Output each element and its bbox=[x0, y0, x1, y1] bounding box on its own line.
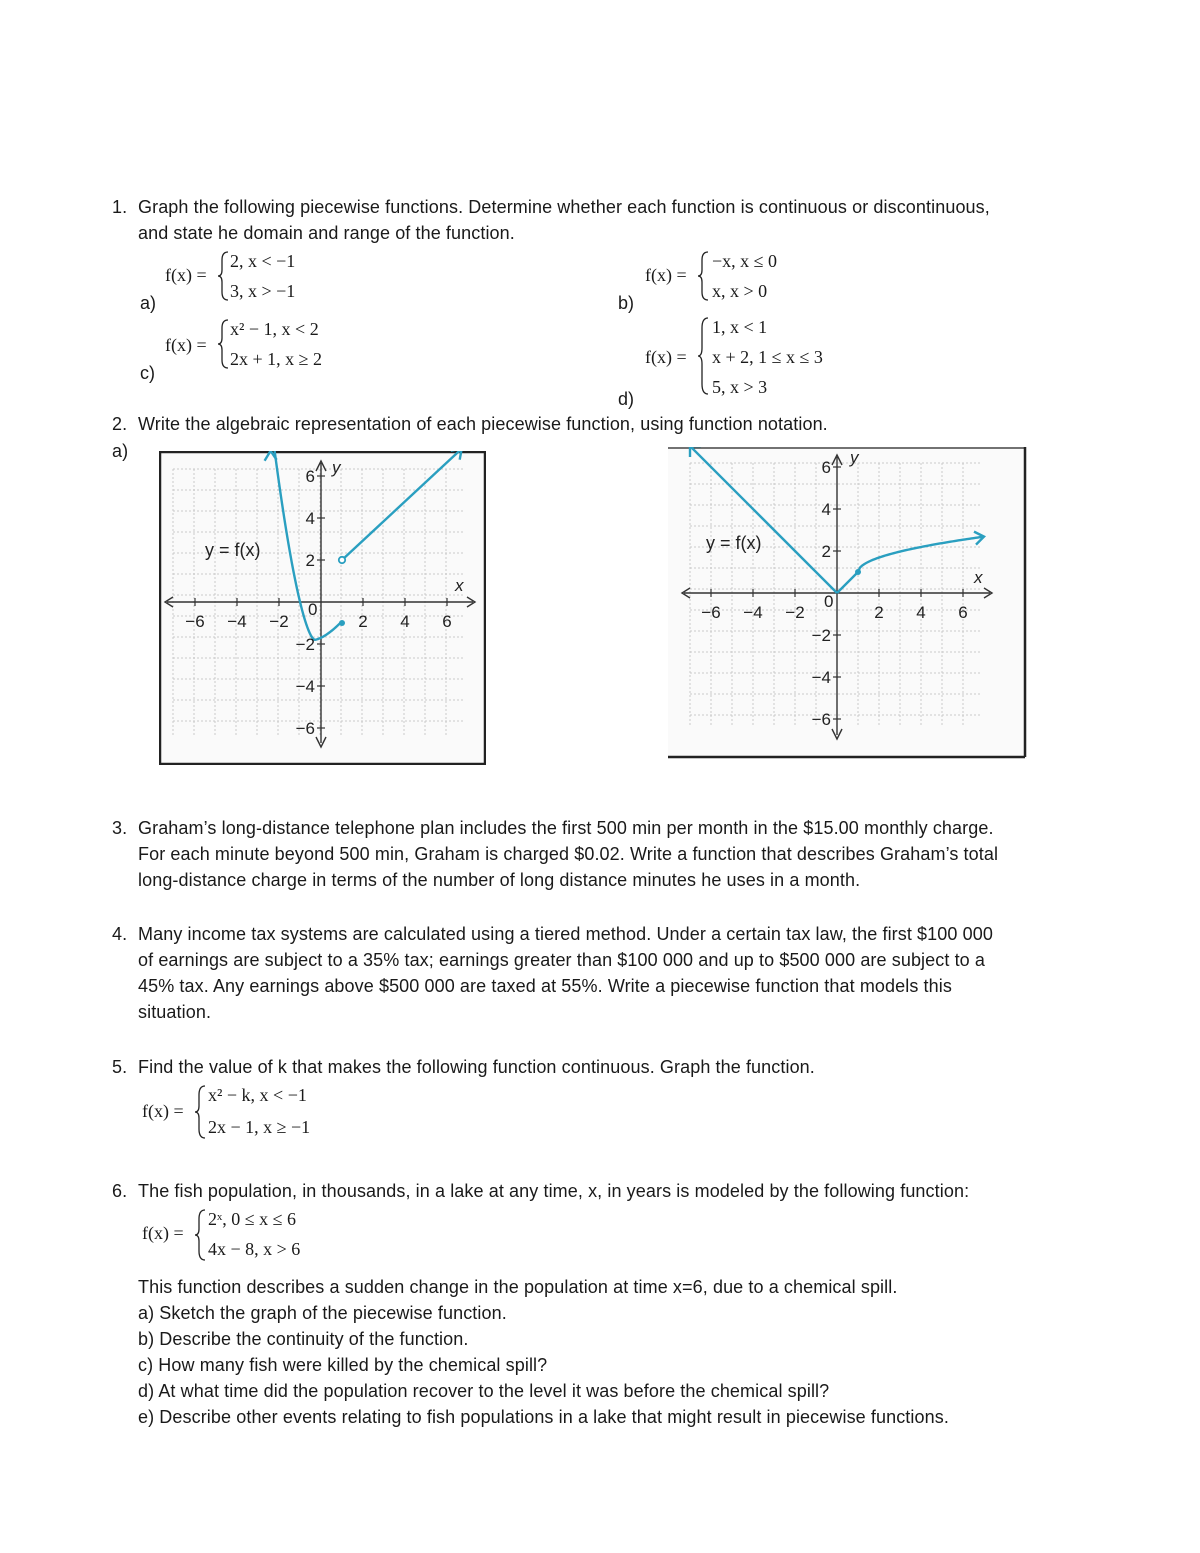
q1c-brace-icon bbox=[218, 318, 230, 370]
graph-a-open-dot bbox=[339, 557, 345, 563]
q1c-case1: x² − 1, x < 2 bbox=[230, 319, 319, 339]
q1d-brace-icon bbox=[698, 316, 710, 396]
y-tick-label: 6 bbox=[821, 458, 831, 477]
graph-a-svg bbox=[159, 451, 486, 765]
y-tick-label: −2 bbox=[811, 626, 831, 645]
graph-b-x-axis-label: x bbox=[974, 568, 983, 587]
q6-lhs: f(x) = bbox=[142, 1223, 184, 1243]
y-tick-label: −4 bbox=[295, 677, 315, 696]
q1b-case2: x, x > 0 bbox=[712, 281, 768, 301]
q2-text: 2. Write the algebraic representation of each piecewise function, using function notation. bbox=[112, 414, 828, 434]
x-tick-label: 2 bbox=[874, 603, 884, 622]
q3-line2: For each minute beyond 500 min, Graham is charged $0.02. Write a function that describes Graham’s total bbox=[138, 844, 999, 864]
q1c-lhs: f(x) = bbox=[165, 335, 207, 355]
q1b-lhs: f(x) = bbox=[645, 265, 687, 285]
q1b-label: b) bbox=[618, 293, 635, 313]
y-tick-label: −6 bbox=[295, 719, 315, 738]
y-tick-label: 2 bbox=[821, 542, 831, 561]
graph-b bbox=[668, 447, 1027, 759]
y-tick-label: −4 bbox=[811, 668, 831, 687]
q1-line1: 1. Graph the following piecewise functions. Determine whether each function is continuous or discontinuous, bbox=[112, 197, 990, 217]
x-tick-label: 6 bbox=[958, 603, 968, 622]
q1a-label: a) bbox=[140, 293, 157, 313]
q4-line2: of earnings are subject to a 35% tax; earnings greater than $100 000 and up to $500 000 are subject to a bbox=[138, 950, 985, 970]
q4-line4: situation. bbox=[138, 1002, 212, 1022]
q1d-case3: 5, x > 3 bbox=[712, 377, 768, 397]
q5-case1: x² − k, x < −1 bbox=[208, 1085, 307, 1105]
q5-brace-icon bbox=[195, 1084, 207, 1140]
graph-a-x-axis-label: x bbox=[455, 576, 464, 595]
graph-b-origin-label: 0 bbox=[824, 592, 834, 611]
x-tick-label: −6 bbox=[185, 612, 205, 631]
graph-b-y-axis-label: y bbox=[850, 448, 859, 467]
x-tick-label: 4 bbox=[916, 603, 926, 622]
q4-line3: 45% tax. Any earnings above $500 000 are taxed at 55%. Write a piecewise function that models this bbox=[138, 976, 952, 996]
q3-line3: long-distance charge in terms of the number of long distance minutes he uses in a month. bbox=[138, 870, 861, 890]
q1d-lhs: f(x) = bbox=[645, 347, 687, 367]
q1d-label: d) bbox=[618, 389, 635, 409]
q3-line1: 3. Graham’s long-distance telephone plan includes the first 500 min per month in the $15.00 monthly charge. bbox=[112, 818, 994, 838]
q1a-case2: 3, x > −1 bbox=[230, 281, 296, 301]
q6-intro: This function describes a sudden change in the population at time x=6, due to a chemical spill. bbox=[138, 1277, 898, 1297]
y-tick-label: 4 bbox=[305, 509, 315, 528]
q6-part-a: a) Sketch the graph of the piecewise function. bbox=[138, 1303, 507, 1323]
q1c-label: c) bbox=[140, 363, 155, 383]
q1b-case1: −x, x ≤ 0 bbox=[712, 251, 778, 271]
q4-line1: 4. Many income tax systems are calculated using a tiered method. Under a certain tax law, the first $100 000 bbox=[112, 924, 993, 944]
y-tick-label: −6 bbox=[811, 710, 831, 729]
x-tick-label: −4 bbox=[743, 603, 763, 622]
y-tick-label: 4 bbox=[821, 500, 831, 519]
q2-a-label: a) bbox=[112, 441, 129, 461]
graph-a-frame bbox=[160, 452, 485, 764]
x-tick-label: −2 bbox=[269, 612, 289, 631]
q6-part-b: b) Describe the continuity of the function. bbox=[138, 1329, 469, 1349]
x-tick-label: 6 bbox=[442, 612, 452, 631]
graph-b-svg bbox=[668, 447, 1027, 759]
q1a-brace-icon bbox=[218, 250, 230, 302]
q6-part-e: e) Describe other events relating to fish populations in a lake that might result in piecewise functions. bbox=[138, 1407, 949, 1427]
q1d-case1: 1, x < 1 bbox=[712, 317, 768, 337]
x-tick-label: −4 bbox=[227, 612, 247, 631]
q1a-lhs: f(x) = bbox=[165, 265, 207, 285]
x-tick-label: −2 bbox=[785, 603, 805, 622]
q5-text: 5. Find the value of k that makes the following function continuous. Graph the function. bbox=[112, 1057, 815, 1077]
graph-b-curve-label: y = f(x) bbox=[706, 533, 762, 553]
x-tick-label: 2 bbox=[358, 612, 368, 631]
y-tick-label: 6 bbox=[305, 467, 315, 486]
graph-a-origin-label: 0 bbox=[308, 600, 318, 619]
q1-line2: and state he domain and range of the function. bbox=[138, 223, 515, 243]
q6-case2: 4x − 8, x > 6 bbox=[208, 1239, 301, 1259]
q1a-case1: 2, x < −1 bbox=[230, 251, 296, 271]
x-tick-label: −6 bbox=[701, 603, 721, 622]
q6-part-c: c) How many fish were killed by the chemical spill? bbox=[138, 1355, 548, 1375]
q5-lhs: f(x) = bbox=[142, 1101, 184, 1121]
q6-text: 6. The fish population, in thousands, in a lake at any time, x, in years is modeled by the following function: bbox=[112, 1181, 970, 1201]
q6-brace-icon bbox=[195, 1208, 207, 1262]
q5-case2: 2x − 1, x ≥ −1 bbox=[208, 1117, 311, 1137]
graph-a bbox=[159, 451, 486, 765]
graph-a-y-axis-label: y bbox=[332, 458, 341, 477]
y-tick-label: 2 bbox=[305, 551, 315, 570]
q1b-brace-icon bbox=[698, 250, 710, 302]
q1d-case2: x + 2, 1 ≤ x ≤ 3 bbox=[712, 347, 823, 367]
graph-a-curve-label: y = f(x) bbox=[205, 540, 261, 560]
q6-case1: 2ˣ, 0 ≤ x ≤ 6 bbox=[208, 1209, 296, 1229]
q1c-case2: 2x + 1, x ≥ 2 bbox=[230, 349, 323, 369]
x-tick-label: 4 bbox=[400, 612, 410, 631]
q6-part-d: d) At what time did the population recover to the level it was before the chemical spill? bbox=[138, 1381, 830, 1401]
y-tick-label: −2 bbox=[295, 635, 315, 654]
graph-a-closed-dot bbox=[339, 620, 345, 626]
